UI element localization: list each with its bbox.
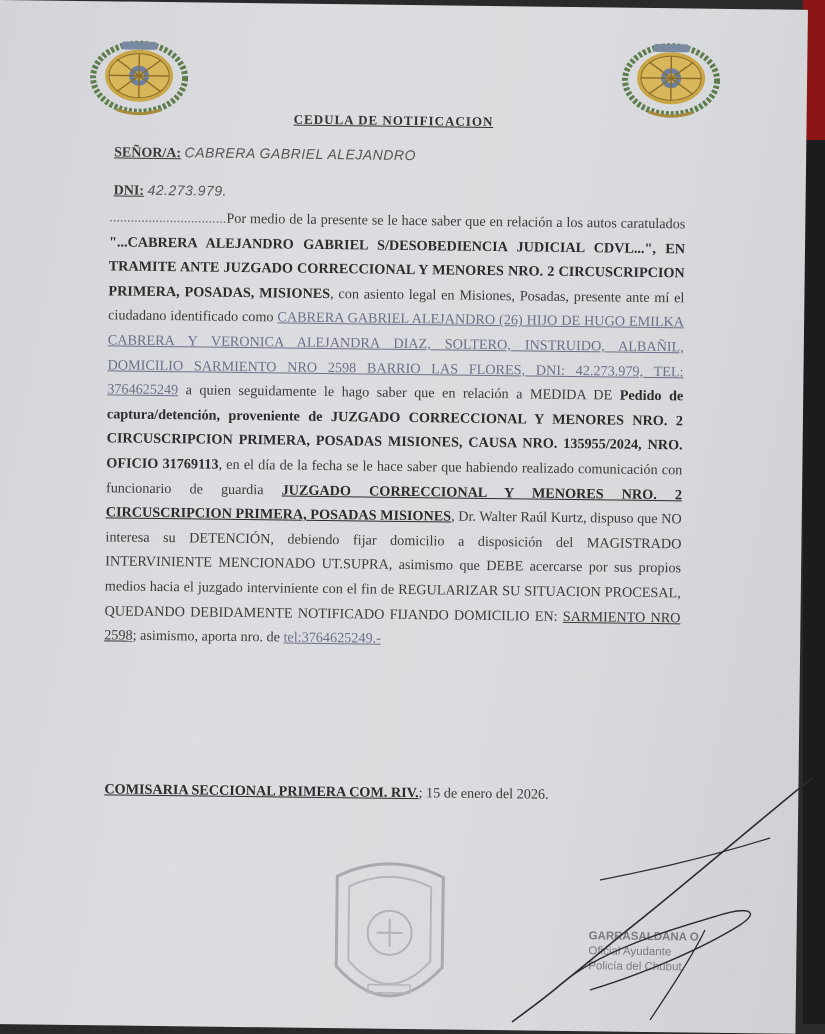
body-segment-11: ; asimismo, aporta nro. de: [132, 627, 284, 646]
police-station: COMISARIA SECCIONAL PRIMERA COM. RIV.: [104, 781, 419, 802]
recipient-label: SEÑOR/A:: [114, 145, 182, 162]
body-segment-3: , con asiento legal en Misiones, Posadas, presente ante mí el ciudadano identificado como: [108, 285, 685, 326]
body-segment-5: a quien seguidamente le hago saber que en relación a MEDIDA DE: [178, 382, 620, 404]
signer-rank: Oficial Ayudante: [588, 945, 672, 959]
recipient-line: [114, 143, 416, 165]
background-dark-edge: [803, 140, 825, 1024]
notification-body: [104, 205, 685, 655]
person-identification: CABRERA GABRIEL ALEJANDRO (26) HIJO DE HUGO EMILKA CABRERA Y VERONICA ALEJANDRA DIAZ, SOLTERO, INSTRUIDO, ALBAÑIL, DOMICILIO SARMIENTO NRO 2598 BARRIO LAS FLORES, DNI: 42.273.979, TEL: 3764625249: [107, 309, 685, 399]
dni-label: DNI:: [113, 183, 145, 199]
province-emblem-left: [87, 33, 192, 118]
body-segment-9: , Dr. Walter Raúl Kurtz, dispuso que NO interesa su DETENCIÓN, debiendo fijar domicilio a disposición del MAGISTRADO INTERVINIENTE MENCIONADO UT.SUPRA, asimismo que DEBE acercarse por sus propios medios hacia el juzgado interviniente con el fin de REGULARIZAR SU SITUACION PROCESAL, QUEDANDO DEBIDAMENTE NOTIFICADO FIJANDO DOMICILIO EN:: [104, 508, 682, 625]
body-segment-7: , en el día de la fecha se le hace saber que habiendo realizado comunicación con funcionario de guardia: [105, 456, 683, 499]
dotted-indent: .................................: [109, 209, 227, 227]
case-caption: "...CABRERA ALEJANDRO GABRIEL S/DESOBEDIENCIA JUDICIAL CDVL...", EN TRAMITE ANTE JUZGADO CORRECCIONAL Y MENORES NRO. 2 CIRCUSCRIPCION PRIMERA, POSADAS, MISIONES: [108, 233, 686, 302]
province-emblem-right: [619, 36, 724, 121]
station-date-line: [104, 781, 548, 803]
document-title: CEDULA DE NOTIFICACION: [293, 111, 494, 130]
police-seal-stamp: [326, 856, 454, 1018]
court-name: JUZGADO CORRECCIONAL Y MENORES NRO. 2 CIRCUSCRIPCION PRIMERA, POSADAS MISIONES: [105, 482, 683, 525]
signature-block: [588, 929, 702, 975]
domicile-address: SARMIENTO NRO 2598: [104, 608, 681, 644]
signer-organization: Policía del Chubut: [588, 960, 682, 974]
phone-number: tel:3764625249.-: [283, 629, 381, 647]
body-segment-1: Por medio de la presente se le hace saber que en relación a los autos caratulados: [226, 210, 686, 233]
dni-value: 42.273.979.: [147, 181, 228, 199]
issue-date: ; 15 de enero del 2026.: [418, 785, 549, 803]
dni-line: [114, 181, 228, 200]
recipient-name: CABRERA GABRIEL ALEJANDRO: [184, 144, 417, 164]
signer-name: GARRASALDANA O.: [588, 930, 702, 944]
capture-order-details: Pedido de captura/detención, proveniente de JUZGADO CORRECCIONAL Y MENORES NRO. 2 CIRCUSCRIPCION PRIMERA, POSADAS MISIONES, CAUSA NRO. 135955/2024, NRO. OFICIO 31769113: [106, 387, 684, 473]
